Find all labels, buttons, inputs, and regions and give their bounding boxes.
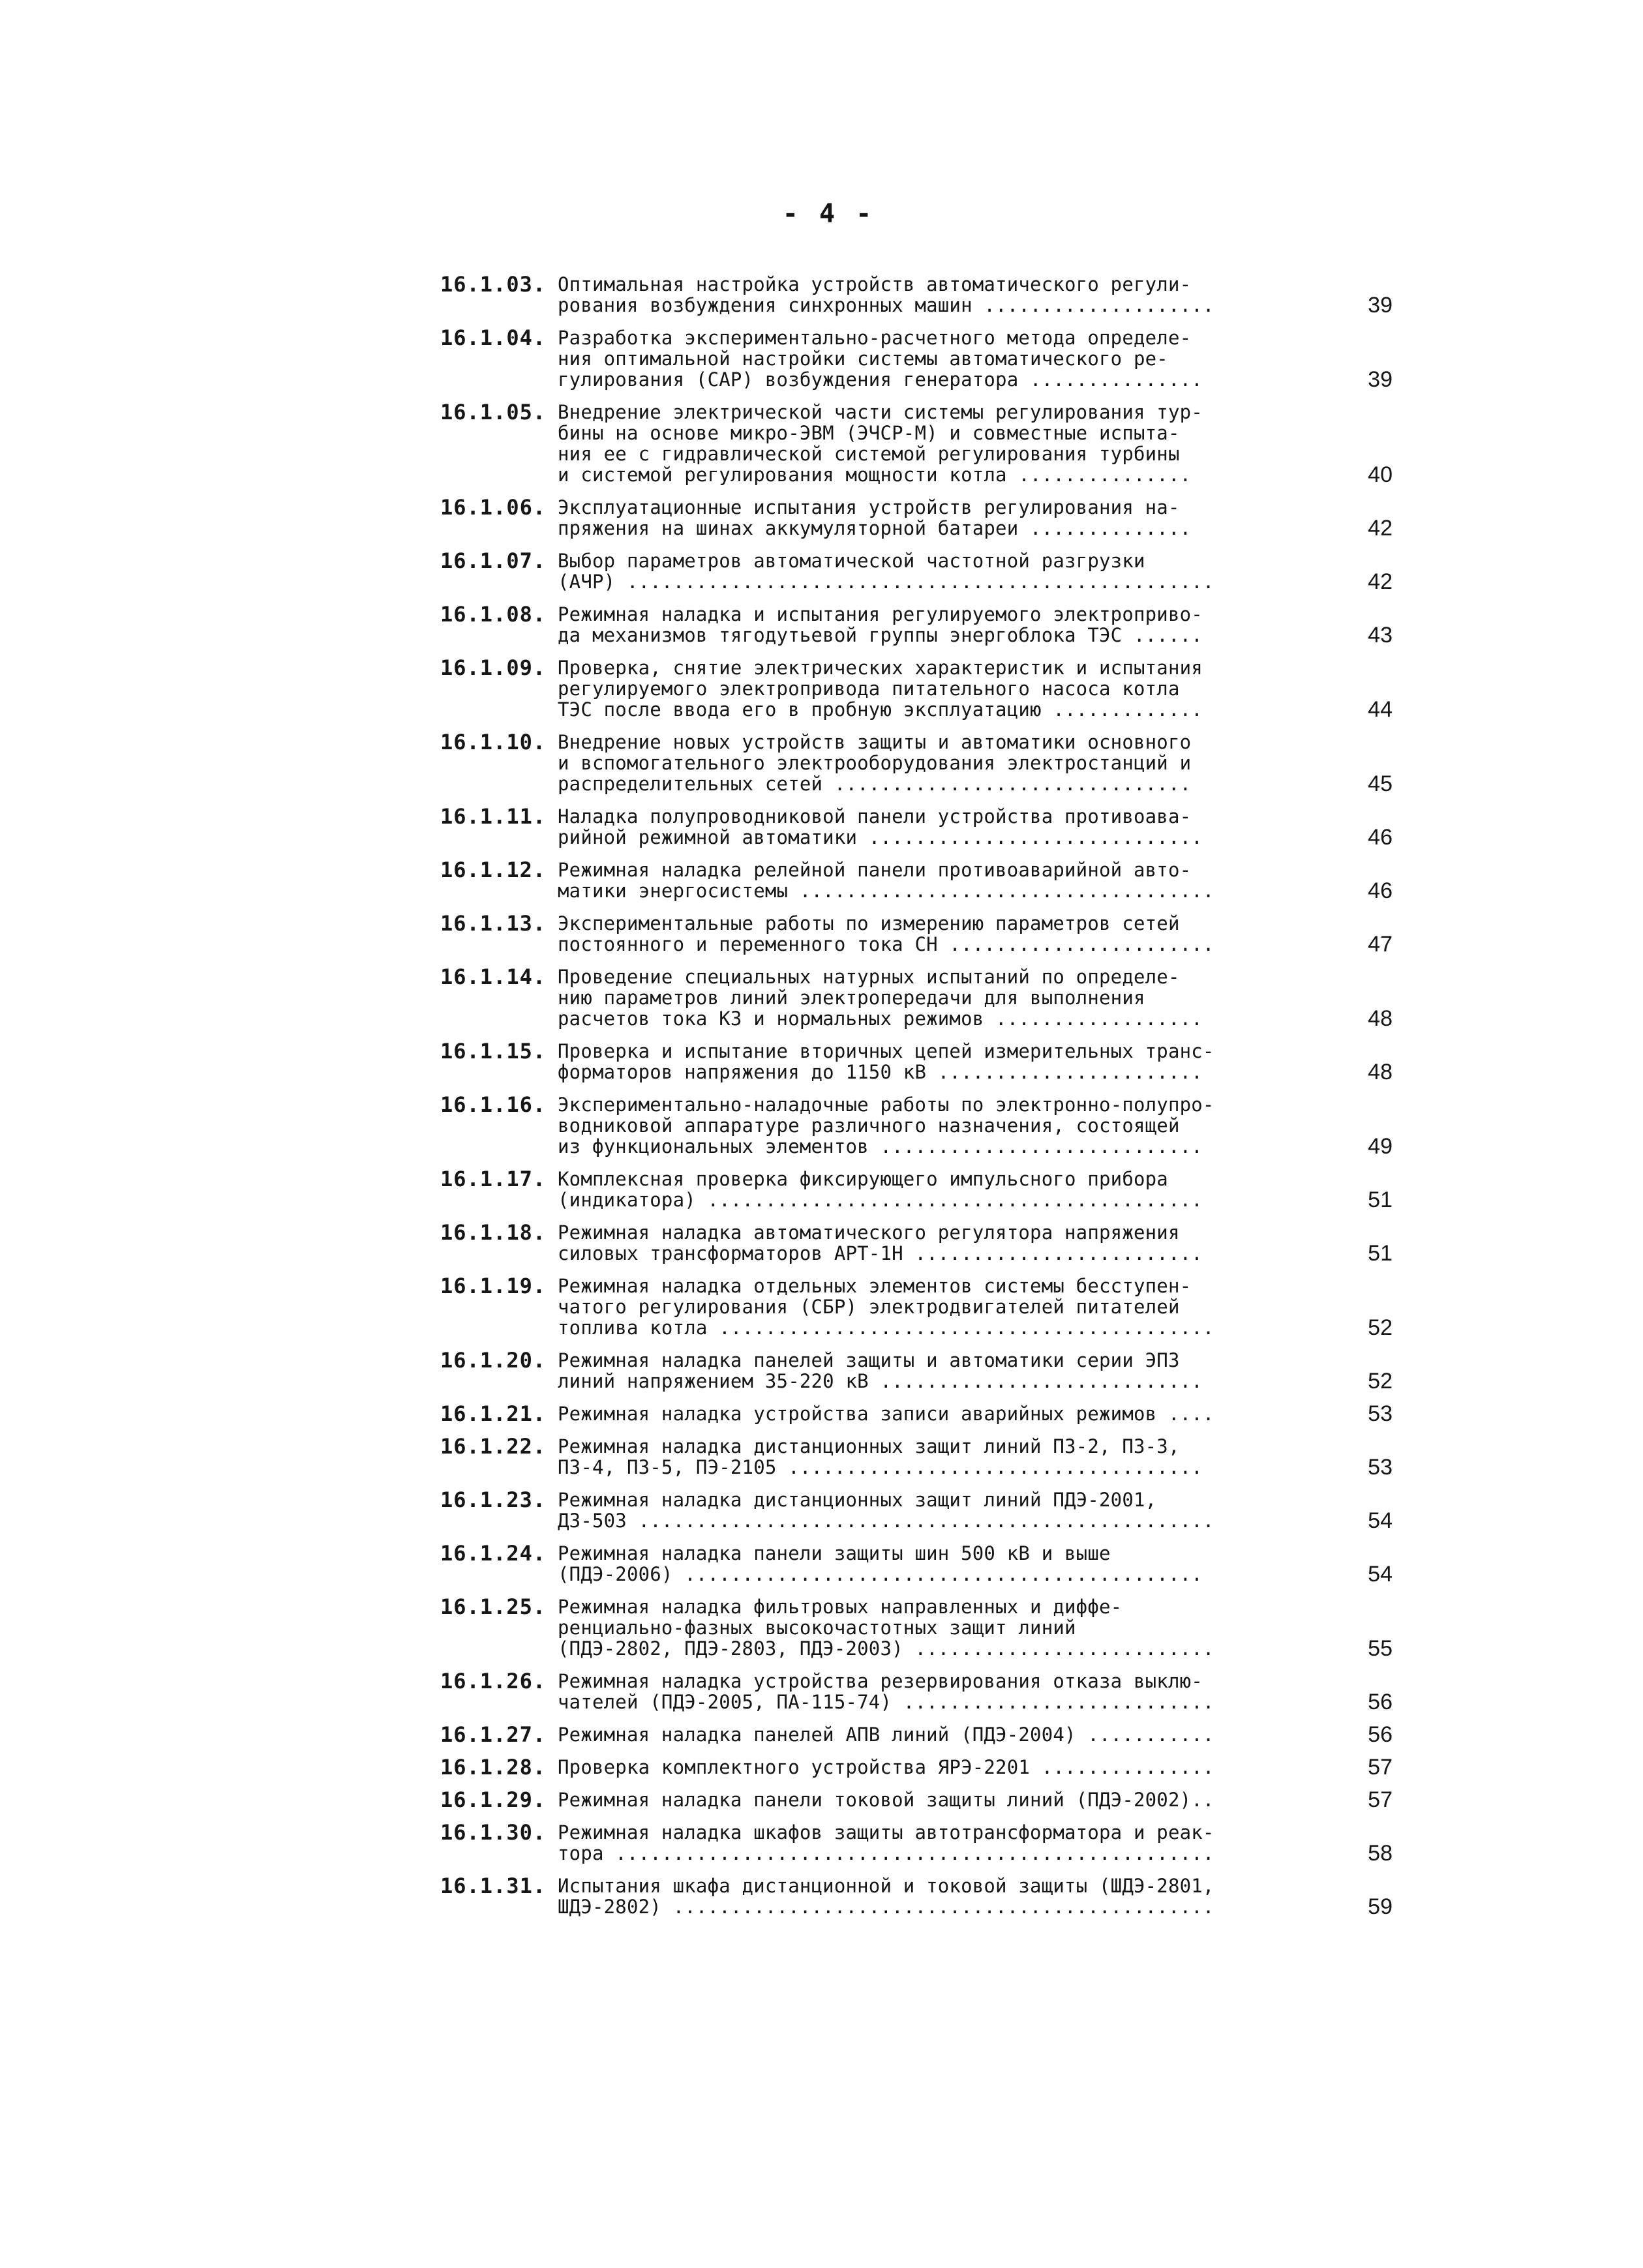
toc-entry-page: 44 [1368,697,1393,722]
toc-entry [440,1543,1438,1585]
toc-entry-title: Режимная наладка дистанционных защит линий П3-2, П3-3, П3-4, П3-5, ПЭ-2105 .................................... [558,1435,1203,1478]
toc-entry [440,859,1438,901]
toc-entry-page: 47 [1368,932,1393,957]
toc-entry [440,1276,1438,1338]
toc-entry [440,966,1438,1029]
toc-entry-page: 48 [1368,1060,1393,1084]
toc-entry-page: 57 [1368,1787,1393,1812]
toc-entry [440,1222,1438,1264]
toc-entry-page: 42 [1368,569,1393,594]
toc-entry-title: Режимная наладка панели токовой защиты линий (ПДЭ-2002).. [558,1789,1214,1811]
toc-entry-code: 16.1.04. [440,325,547,350]
toc-entry-title: Режимная наладка отдельных элементов системы бесступен- чатого регулирования (СБР) электродвигателей питателей топлива котла ........................................... [558,1275,1214,1339]
toc-entry-code: 16.1.14. [440,964,547,989]
toc-entry-code: 16.1.08. [440,602,547,627]
toc-entry-page: 52 [1368,1315,1393,1340]
toc-entry [440,1822,1438,1864]
toc-entry [440,1403,1438,1424]
toc-entry-title: Проверка комплектного устройства ЯРЭ-2201 ............... [558,1756,1214,1778]
toc-entry [440,913,1438,955]
toc-entry [440,1436,1438,1478]
toc-entry-code: 16.1.05. [440,400,547,425]
toc-entry [440,1671,1438,1712]
toc-entry-title: Комплексная проверка фиксирующего импульсного прибора (индикатора) ........................................... [558,1168,1203,1211]
toc-entry-code: 16.1.15. [440,1039,547,1064]
toc-entry-title: Режимная наладка шкафов защиты автотрансформатора и реак- тора .................................................... [558,1821,1214,1864]
toc-entry-title: Режимная наладка фильтровых направленных и диффе- ренциально-фазных высокочастотных защит линий (ПДЭ-2802, ПДЭ-2803, ПДЭ-2003) .......................... [558,1596,1214,1660]
toc-entry [440,604,1438,646]
toc-entry [440,732,1438,794]
toc-entry-page: 56 [1368,1722,1393,1747]
toc-entry-code: 16.1.09. [440,655,547,680]
toc-entry [440,1724,1438,1745]
toc-entry-page: 48 [1368,1006,1393,1031]
toc-entry-page: 39 [1368,367,1393,392]
toc-entry [440,1169,1438,1210]
toc-entry-title: Режимная наладка дистанционных защит линий ПДЭ-2001, ДЗ-503 .................................................. [558,1489,1214,1532]
toc-entry-page: 58 [1368,1841,1393,1866]
toc-entry [440,550,1438,592]
toc-entry-page: 53 [1368,1455,1393,1480]
toc-entry-page: 43 [1368,623,1393,648]
toc-entry-title: Внедрение новых устройств защиты и автоматики основного и вспомогательного электрооборудования электростанций и распределительных сетей ............................... [558,731,1192,795]
toc-entry [440,274,1438,316]
toc-entry-title: Эксплуатационные испытания устройств регулирования на- пряжения на шинах аккумуляторной батареи .............. [558,496,1192,539]
toc-entry-title: Испытания шкафа дистанционной и токовой защиты (ШДЭ-2801, ШДЭ-2802) ............................................... [558,1875,1214,1918]
toc-entry-page: 40 [1368,462,1393,487]
toc-entry-code: 16.1.31. [440,1873,547,1898]
toc-entry-title: Проведение специальных натурных испытаний по определе- нию параметров линий электропередачи для выполнения расчетов тока КЗ и нормальных режимов .................. [558,966,1203,1030]
toc-entry-page: 51 [1368,1241,1393,1266]
toc-entry-page: 56 [1368,1690,1393,1714]
toc-entry-title: Режимная наладка автоматического регулятора напряжения силовых трансформаторов АРТ-1Н ......................... [558,1221,1203,1264]
toc-entry [440,1757,1438,1778]
toc-entry [440,657,1438,720]
toc-entry-code: 16.1.12. [440,858,547,882]
toc-entry [440,402,1438,485]
toc-entry-title: Экспериментально-наладочные работы по электронно-полупро- водниковой аппаратуре различного назначения, состоящей из функциональных элементов ............................ [558,1094,1214,1157]
toc-entry-code: 16.1.11. [440,804,547,829]
toc-entry-code: 16.1.20. [440,1348,547,1373]
toc-entry-page: 39 [1368,293,1393,318]
toc-entry-page: 49 [1368,1134,1393,1159]
toc-entry-code: 16.1.06. [440,495,547,520]
toc-entry-page: 55 [1368,1636,1393,1661]
toc-entry-title: Наладка полупроводниковой панели устройства противоава- рийной режимной автоматики ............................. [558,805,1203,848]
toc-entry-title: Оптимальная настройка устройств автоматического регули- рования возбуждения синхронных машин .................... [558,273,1214,316]
toc-entry-code: 16.1.27. [440,1722,547,1747]
toc-entry-title: Режимная наладка устройства записи аварийных режимов .... [558,1403,1214,1425]
toc-entry-title: Разработка экспериментально-расчетного метода определе- ния оптимальной настройки системы автоматического ре- гулирования (САР) возбуждения генератора ............... [558,327,1203,391]
toc-entry-title: Выбор параметров автоматической частотной разгрузки (АЧР) ................................................... [558,550,1214,593]
toc-entry-code: 16.1.03. [440,272,547,297]
toc-entry-code: 16.1.26. [440,1669,547,1694]
toc-entry-code: 16.1.28. [440,1755,547,1780]
toc-entry-page: 59 [1368,1894,1393,1919]
toc-entry [440,1041,1438,1082]
toc-entry-code: 16.1.30. [440,1820,547,1845]
toc-entry-code: 16.1.18. [440,1220,547,1245]
toc-entry-code: 16.1.10. [440,730,547,754]
toc-entry-code: 16.1.23. [440,1487,547,1512]
toc-entry-code: 16.1.16. [440,1092,547,1117]
toc-entry [440,327,1438,390]
toc-entry-code: 16.1.21. [440,1401,547,1426]
toc-entry-code: 16.1.22. [440,1434,547,1459]
toc-entry-page: 52 [1368,1369,1393,1394]
toc-entry-title: Внедрение электрической части системы регулирования тур- бины на основе микро-ЭВМ (ЭЧСР-М) и совместные испыта- ния ее с гидравлической системой регулирования турбины и системой регулирования мощности котла ............... [558,401,1203,486]
toc-entry-code: 16.1.13. [440,911,547,936]
toc-entry-title: Проверка, снятие электрических характеристик и испытания регулируемого электропривода питательного насоса котла ТЭС после ввода его в пробную эксплуатацию ............. [558,657,1203,721]
toc-entry-title: Проверка и испытание вторичных цепей измерительных транс- форматоров напряжения до 1150 кВ ....................... [558,1040,1214,1083]
toc-entry-page: 45 [1368,771,1393,796]
toc-entry-code: 16.1.19. [440,1274,547,1298]
toc-entry [440,1489,1438,1531]
toc-entry [440,1875,1438,1917]
toc-entry-title: Экспериментальные работы по измерению параметров сетей постоянного и переменного тока СН ....................... [558,912,1214,955]
toc-entry [440,1789,1438,1810]
toc-entry [440,497,1438,539]
toc-entry-page: 42 [1368,516,1393,541]
toc-entry-title: Режимная наладка релейной панели противоаварийной авто- матики энергосистемы .................................... [558,859,1214,902]
toc-entry-page: 51 [1368,1187,1393,1212]
toc-entry-title: Режимная наладка панели защиты шин 500 кВ и выше (ПДЭ-2006) ............................................. [558,1542,1203,1585]
toc-entry [440,1350,1438,1392]
toc-entry-page: 46 [1368,878,1393,903]
toc-entry-page: 54 [1368,1508,1393,1533]
toc-entry-code: 16.1.24. [440,1541,547,1566]
toc-entry [440,1596,1438,1659]
toc-entry-page: 46 [1368,825,1393,850]
toc-entry [440,806,1438,848]
table-of-contents [440,274,1438,1929]
toc-entry-page: 54 [1368,1562,1393,1587]
toc-entry-code: 16.1.29. [440,1787,547,1812]
page-number: - 4 - [782,199,875,229]
toc-entry-page: 53 [1368,1401,1393,1426]
toc-entry-title: Режимная наладка устройства резервирования отказа выклю- чателей (ПДЭ-2005, ПА-115-74) ........................... [558,1670,1214,1713]
toc-entry-page: 57 [1368,1755,1393,1780]
toc-entry-code: 16.1.25. [440,1594,547,1619]
toc-entry-code: 16.1.07. [440,548,547,573]
toc-entry-code: 16.1.17. [440,1167,547,1191]
toc-entry-title: Режимная наладка панелей защиты и автоматики серии ЭПЗ линий напряжением 35-220 кВ ............................ [558,1349,1203,1392]
toc-entry [440,1094,1438,1157]
toc-entry-title: Режимная наладка и испытания регулируемого электроприво- да механизмов тягодутьевой группы энергоблока ТЭС ...... [558,603,1203,646]
toc-entry-title: Режимная наладка панелей АПВ линий (ПДЭ-2004) ........... [558,1723,1214,1746]
